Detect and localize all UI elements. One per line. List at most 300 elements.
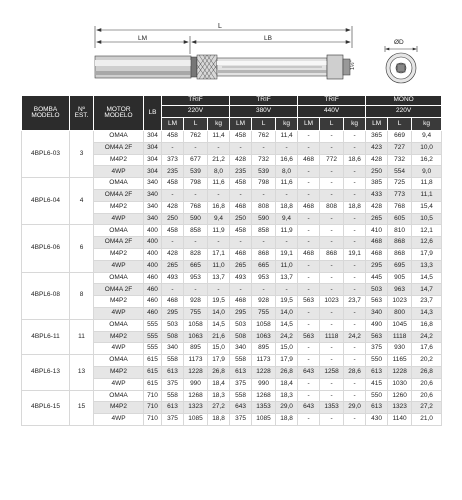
value-cell: 808 (320, 201, 344, 213)
header-unit: kg (208, 118, 230, 131)
value-cell: - (298, 166, 320, 178)
pump-model-cell: 4BPL6-15 (22, 390, 70, 425)
lb-cell: 340 (144, 213, 162, 225)
value-cell: 11,6 (276, 178, 298, 190)
lb-cell: 555 (144, 331, 162, 343)
value-cell: 295 (366, 260, 388, 272)
value-cell: 430 (366, 414, 388, 426)
value-cell: - (344, 390, 366, 402)
value-cell: 375 (366, 343, 388, 355)
value-cell: 17,1 (208, 248, 230, 260)
value-cell: 11,9 (276, 225, 298, 237)
value-cell: 19,5 (208, 296, 230, 308)
value-cell: 468 (298, 201, 320, 213)
value-cell: 732 (252, 154, 276, 166)
table-row (22, 225, 442, 237)
value-cell: - (298, 355, 320, 367)
value-cell: - (208, 189, 230, 201)
value-cell: 868 (320, 248, 344, 260)
value-cell: 563 (298, 331, 320, 343)
motor-model-cell: M4P2 (94, 296, 144, 308)
lb-cell: 615 (144, 355, 162, 367)
value-cell: 445 (366, 272, 388, 284)
lb-cell: 615 (144, 366, 162, 378)
value-cell: 990 (252, 378, 276, 390)
value-cell: - (320, 178, 344, 190)
header-voltage-2: 380V (230, 106, 298, 118)
value-cell: 20,2 (412, 355, 442, 367)
value-cell: - (276, 237, 298, 249)
motor-model-cell: OM4A 2F (94, 189, 144, 201)
value-cell: 503 (230, 319, 252, 331)
value-cell: - (298, 390, 320, 402)
motor-model-cell: 4WP (94, 260, 144, 272)
value-cell: 19,5 (276, 296, 298, 308)
value-cell: - (162, 142, 184, 154)
header-phase-3: TRIF (298, 96, 366, 106)
header-unit: kg (276, 118, 298, 131)
value-cell: 14,5 (276, 319, 298, 331)
value-cell: 1063 (252, 331, 276, 343)
value-cell: 1323 (388, 402, 412, 414)
value-cell: 235 (162, 166, 184, 178)
value-cell: 1118 (320, 331, 344, 343)
value-cell: - (320, 343, 344, 355)
value-cell: 468 (230, 248, 252, 260)
value-cell: 19,1 (276, 248, 298, 260)
value-cell: 375 (162, 414, 184, 426)
value-cell: 17,9 (276, 355, 298, 367)
value-cell: - (230, 237, 252, 249)
value-cell: 1323 (184, 402, 208, 414)
value-cell: 14,3 (412, 307, 442, 319)
table-row (22, 178, 442, 190)
value-cell: 11,0 (276, 260, 298, 272)
value-cell: 468 (230, 201, 252, 213)
value-cell: - (298, 237, 320, 249)
pump-model-cell: 4BPL6-04 (22, 178, 70, 225)
value-cell: 14,0 (208, 307, 230, 319)
header-unit: LM (230, 118, 252, 131)
value-cell: 11,8 (412, 178, 442, 190)
pump-dimension-drawing (0, 0, 462, 95)
header-unit: L (252, 118, 276, 131)
value-cell: 18,3 (208, 390, 230, 402)
motor-model-cell: M4P2 (94, 402, 144, 414)
value-cell: - (252, 189, 276, 201)
value-cell: 265 (162, 260, 184, 272)
value-cell: 558 (230, 390, 252, 402)
value-cell: - (320, 378, 344, 390)
value-cell: - (320, 284, 344, 296)
value-cell: 613 (366, 402, 388, 414)
lb-cell: 340 (144, 178, 162, 190)
value-cell: - (344, 272, 366, 284)
value-cell: 550 (366, 390, 388, 402)
value-cell: - (320, 189, 344, 201)
value-cell: 1260 (388, 390, 412, 402)
value-cell: 21,6 (208, 331, 230, 343)
value-cell: 26,8 (412, 366, 442, 378)
motor-model-cell: OM4A (94, 390, 144, 402)
value-cell: 375 (230, 378, 252, 390)
value-cell: 1173 (184, 355, 208, 367)
pump-body (95, 55, 350, 79)
stages-cell: 15 (70, 390, 94, 425)
value-cell: 385 (366, 178, 388, 190)
value-cell: 295 (162, 307, 184, 319)
value-cell: 373 (162, 154, 184, 166)
value-cell: 503 (366, 284, 388, 296)
value-cell: 10,5 (412, 213, 442, 225)
motor-model-cell: OM4A (94, 225, 144, 237)
table-row (22, 390, 442, 402)
header-lb: LB (144, 96, 162, 131)
value-cell: 762 (184, 131, 208, 143)
value-cell: 755 (252, 307, 276, 319)
value-cell: - (162, 189, 184, 201)
value-cell: 365 (366, 131, 388, 143)
value-cell: 773 (388, 189, 412, 201)
value-cell: - (344, 284, 366, 296)
value-cell: 18,6 (344, 154, 366, 166)
lb-cell: 400 (144, 248, 162, 260)
value-cell: 410 (366, 225, 388, 237)
value-cell: 1045 (388, 319, 412, 331)
value-cell: 458 (230, 131, 252, 143)
value-cell: 13,3 (412, 260, 442, 272)
value-cell: 1228 (252, 366, 276, 378)
value-cell: - (298, 272, 320, 284)
value-cell: 23,7 (412, 296, 442, 308)
end-view (385, 46, 417, 83)
pump-model-cell: 4BPL6-13 (22, 355, 70, 390)
value-cell: - (252, 284, 276, 296)
lb-cell: 304 (144, 142, 162, 154)
motor-model-cell: 4WP (94, 307, 144, 319)
motor-model-cell: 4WP (94, 213, 144, 225)
value-cell: 27,2 (208, 402, 230, 414)
value-cell: 15,0 (208, 343, 230, 355)
value-cell: 539 (184, 166, 208, 178)
lb-cell: 460 (144, 272, 162, 284)
value-cell: 11,0 (208, 260, 230, 272)
motor-model-cell: M4P2 (94, 366, 144, 378)
value-cell: 1268 (252, 390, 276, 402)
value-cell: 468 (366, 237, 388, 249)
value-cell: 11,6 (208, 178, 230, 190)
value-cell: - (230, 142, 252, 154)
value-cell: 1140 (388, 414, 412, 426)
value-cell: - (320, 131, 344, 143)
value-cell: 493 (230, 272, 252, 284)
motor-model-cell: M4P2 (94, 248, 144, 260)
value-cell: 1085 (184, 414, 208, 426)
value-cell: 665 (184, 260, 208, 272)
value-cell: - (208, 142, 230, 154)
value-cell: - (208, 284, 230, 296)
lb-cell: 304 (144, 166, 162, 178)
header-phase-4: MONO (366, 96, 442, 106)
value-cell: 768 (388, 201, 412, 213)
value-cell: 468 (162, 296, 184, 308)
value-cell: - (298, 213, 320, 225)
value-cell: - (344, 178, 366, 190)
value-cell: 930 (388, 343, 412, 355)
value-cell: 558 (230, 355, 252, 367)
header-stages: Nº EST. (70, 96, 94, 131)
motor-model-cell: OM4A (94, 272, 144, 284)
pump-model-cell: 4BPL6-03 (22, 131, 70, 178)
value-cell: - (320, 260, 344, 272)
value-cell: 19,1 (344, 248, 366, 260)
table-body (22, 131, 442, 426)
dim-d-label: ØD (394, 39, 404, 46)
motor-model-cell: M4P2 (94, 154, 144, 166)
value-cell: 18,8 (276, 201, 298, 213)
value-cell: 953 (184, 272, 208, 284)
value-cell: 558 (162, 390, 184, 402)
value-cell: 9,0 (412, 166, 442, 178)
value-cell: 643 (230, 402, 252, 414)
value-cell: 613 (366, 366, 388, 378)
value-cell: 772 (320, 154, 344, 166)
value-cell: - (320, 272, 344, 284)
value-cell: 428 (366, 154, 388, 166)
value-cell: - (320, 390, 344, 402)
value-cell: - (208, 237, 230, 249)
value-cell: 539 (252, 166, 276, 178)
value-cell: - (344, 131, 366, 143)
value-cell: - (344, 237, 366, 249)
value-cell: 428 (230, 154, 252, 166)
motor-model-cell: M4P2 (94, 331, 144, 343)
value-cell: 21,0 (412, 414, 442, 426)
value-cell: 458 (230, 178, 252, 190)
value-cell: - (184, 237, 208, 249)
value-cell: 16,6 (276, 154, 298, 166)
motor-model-cell: 4WP (94, 414, 144, 426)
value-cell: 16,8 (412, 319, 442, 331)
value-cell: 490 (366, 319, 388, 331)
value-cell: 14,7 (412, 284, 442, 296)
value-cell: 727 (388, 142, 412, 154)
dimension-l (95, 26, 352, 48)
value-cell: 1228 (184, 366, 208, 378)
value-cell: 1165 (388, 355, 412, 367)
value-cell: 508 (162, 331, 184, 343)
header-unit: L (320, 118, 344, 131)
value-cell: 613 (230, 366, 252, 378)
value-cell: 428 (162, 248, 184, 260)
value-cell: 11,4 (276, 131, 298, 143)
value-cell: 9,4 (276, 213, 298, 225)
value-cell: 24,2 (412, 331, 442, 343)
value-cell: 14,0 (276, 307, 298, 319)
value-cell: 458 (162, 225, 184, 237)
value-cell: 725 (388, 178, 412, 190)
value-cell: 1228 (388, 366, 412, 378)
value-cell: 250 (162, 213, 184, 225)
value-cell: 20,6 (412, 378, 442, 390)
value-cell: 27,2 (412, 402, 442, 414)
value-cell: 928 (184, 296, 208, 308)
value-cell: - (298, 131, 320, 143)
motor-model-cell: OM4A (94, 178, 144, 190)
value-cell: 810 (388, 225, 412, 237)
value-cell: 468 (298, 248, 320, 260)
stages-cell: 11 (70, 319, 94, 354)
value-cell: 12,6 (412, 237, 442, 249)
lb-cell: 304 (144, 154, 162, 166)
value-cell: 20,6 (412, 390, 442, 402)
value-cell: - (320, 237, 344, 249)
value-cell: 503 (162, 319, 184, 331)
value-cell: - (298, 307, 320, 319)
value-cell: 1030 (388, 378, 412, 390)
value-cell: 868 (388, 237, 412, 249)
value-cell: 11,4 (208, 131, 230, 143)
value-cell: 1058 (252, 319, 276, 331)
value-cell: 508 (230, 331, 252, 343)
value-cell: 563 (366, 331, 388, 343)
value-cell: - (344, 189, 366, 201)
value-cell: - (344, 414, 366, 426)
value-cell: - (320, 414, 344, 426)
value-cell: 732 (388, 154, 412, 166)
motor-model-cell: 4WP (94, 343, 144, 355)
value-cell: 858 (252, 225, 276, 237)
value-cell: 590 (184, 213, 208, 225)
value-cell: 800 (388, 307, 412, 319)
stages-cell: 4 (70, 178, 94, 225)
value-cell: 14,5 (412, 272, 442, 284)
value-cell: 23,7 (344, 296, 366, 308)
table-row (22, 319, 442, 331)
value-cell: 15,4 (412, 201, 442, 213)
value-cell: 1118 (388, 331, 412, 343)
value-cell: 265 (366, 213, 388, 225)
value-cell: 18,4 (208, 378, 230, 390)
value-cell: 16,2 (412, 154, 442, 166)
value-cell: 963 (388, 284, 412, 296)
value-cell: 868 (252, 248, 276, 260)
lb-cell: 340 (144, 189, 162, 201)
value-cell: 18,8 (208, 414, 230, 426)
lb-cell: 555 (144, 343, 162, 355)
value-cell: 11,9 (208, 225, 230, 237)
stages-cell: 3 (70, 131, 94, 178)
value-cell: 235 (230, 166, 252, 178)
value-cell: 468 (366, 248, 388, 260)
value-cell: 14,5 (208, 319, 230, 331)
header-unit: kg (344, 118, 366, 131)
motor-model-cell: OM4A 2F (94, 237, 144, 249)
stages-cell: 6 (70, 225, 94, 272)
value-cell: 17,6 (412, 343, 442, 355)
value-cell: - (344, 166, 366, 178)
header-motor: MOTOR MODELO (94, 96, 144, 131)
value-cell: 1258 (320, 366, 344, 378)
value-cell: 423 (366, 142, 388, 154)
value-cell: - (298, 189, 320, 201)
value-cell: - (320, 142, 344, 154)
lb-cell: 615 (144, 378, 162, 390)
value-cell: - (230, 284, 252, 296)
value-cell: - (320, 166, 344, 178)
lb-cell: 460 (144, 307, 162, 319)
value-cell: 605 (388, 213, 412, 225)
value-cell: 21,2 (208, 154, 230, 166)
value-cell: 29,0 (344, 402, 366, 414)
lb-cell: 710 (144, 390, 162, 402)
dim-l-label: L (218, 23, 222, 30)
value-cell: 798 (184, 178, 208, 190)
lb-cell: 555 (144, 319, 162, 331)
value-cell: 29,0 (276, 402, 298, 414)
value-cell: 613 (162, 366, 184, 378)
value-cell: 250 (366, 166, 388, 178)
value-cell: 340 (366, 307, 388, 319)
value-cell: - (184, 189, 208, 201)
value-cell: 554 (388, 166, 412, 178)
value-cell: 18,8 (276, 414, 298, 426)
value-cell: - (298, 178, 320, 190)
lb-cell: 710 (144, 402, 162, 414)
value-cell: 433 (366, 189, 388, 201)
value-cell: 375 (162, 378, 184, 390)
value-cell: 643 (298, 402, 320, 414)
value-cell: 1268 (184, 390, 208, 402)
value-cell: - (298, 260, 320, 272)
value-cell: 665 (252, 260, 276, 272)
value-cell: 858 (184, 225, 208, 237)
value-cell: 12,1 (412, 225, 442, 237)
value-cell: 340 (162, 343, 184, 355)
dim-lb-label: LB (264, 35, 272, 42)
value-cell: 340 (230, 343, 252, 355)
value-cell: - (230, 189, 252, 201)
value-cell: - (344, 307, 366, 319)
value-cell: 1353 (320, 402, 344, 414)
value-cell: - (320, 213, 344, 225)
value-cell: 1173 (252, 355, 276, 367)
value-cell: 808 (252, 201, 276, 213)
value-cell: 798 (252, 178, 276, 190)
value-cell: 590 (252, 213, 276, 225)
value-cell: 458 (162, 178, 184, 190)
value-cell: - (344, 378, 366, 390)
value-cell: 26,8 (276, 366, 298, 378)
value-cell: 493 (162, 272, 184, 284)
value-cell: - (252, 142, 276, 154)
header-phase-1: TRIF (162, 96, 230, 106)
value-cell: 1085 (252, 414, 276, 426)
value-cell: 768 (184, 201, 208, 213)
value-cell: 24,2 (344, 331, 366, 343)
value-cell: 458 (230, 225, 252, 237)
value-cell: - (320, 307, 344, 319)
value-cell: 13,7 (208, 272, 230, 284)
header-unit: LM (162, 118, 184, 131)
lb-cell: 340 (144, 201, 162, 213)
value-cell: - (344, 142, 366, 154)
value-cell: 762 (252, 131, 276, 143)
value-cell: 828 (184, 248, 208, 260)
value-cell: 695 (388, 260, 412, 272)
stages-cell: 13 (70, 355, 94, 390)
value-cell: 1023 (320, 296, 344, 308)
